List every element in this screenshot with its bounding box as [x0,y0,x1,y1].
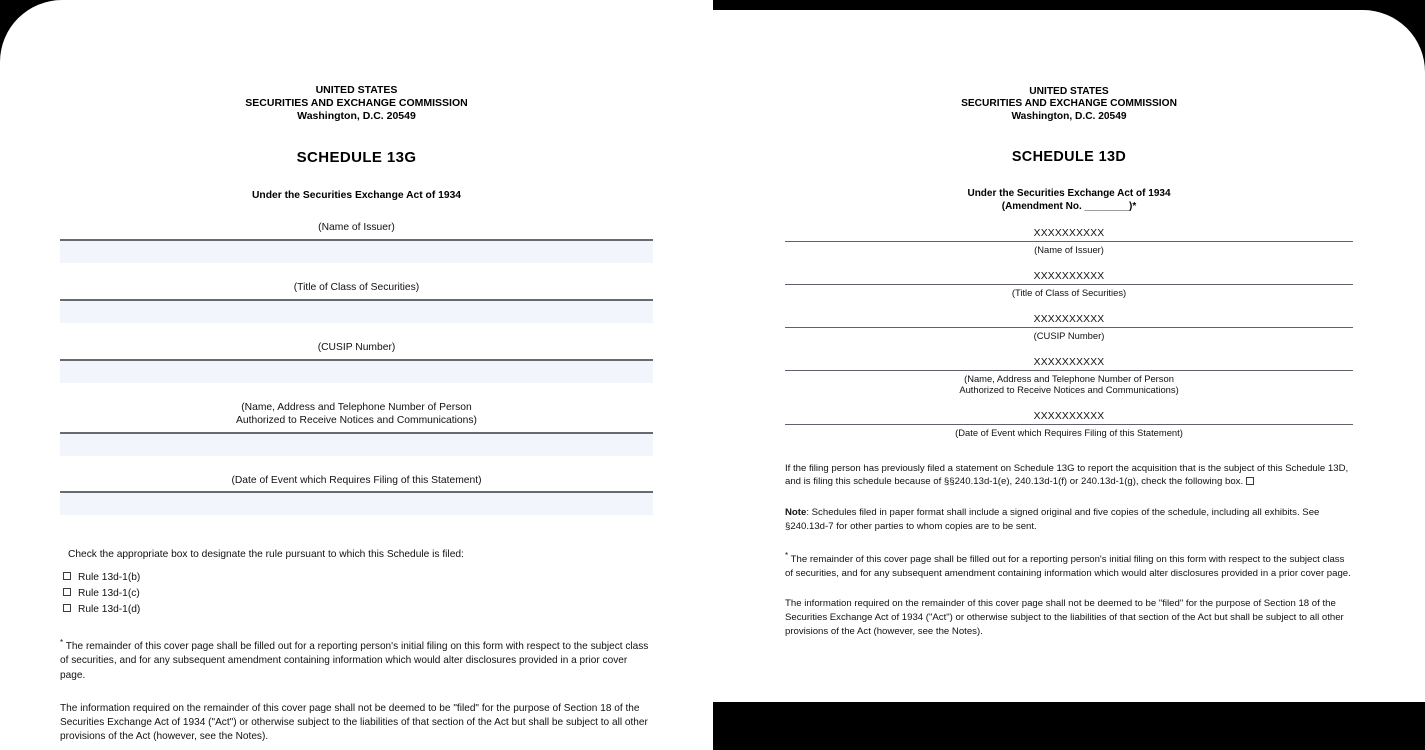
schedule-title: SCHEDULE 13G [296,149,417,167]
disclaimer-paragraph: The information required on the remainder of this cover page shall not be deemed to be "filed" for the purpose of Section 18 of the Securities Exchange Act of 1934 ("Act") or otherwise subject to the liabilities of that section of the Act but shall be subject to all other provisions of the Act (however, see the Notes). [785,598,1344,637]
field-title-of-class [60,282,653,323]
field-value-date-of-event[interactable]: XXXXXXXXXX [1033,411,1105,423]
field-label-line-1: (Name, Address and Telephone Number of Person [241,401,472,413]
agency-line-3: Washington, D.C. 20549 [297,109,416,122]
note-paragraph [785,506,1353,533]
checkbox-row-rule-13d-1-c[interactable] [63,586,653,602]
field-label: (Date of Event which Requires Filing of this Statement) [231,474,482,486]
field-authorized-person [785,357,1353,397]
agency-line-1: UNITED STATES [315,84,398,96]
field-input-name-of-issuer[interactable] [60,241,653,263]
field-input-authorized-person[interactable] [60,434,653,456]
amendment-number-line[interactable]: (Amendment No. ________)* [1001,200,1137,212]
document-page-schedule-13d[interactable] [713,10,1425,702]
field-name-of-issuer [785,228,1353,256]
field-label-line-2: Authorized to Receive Notices and Communications) [959,384,1179,396]
note-label: Note [785,507,807,519]
agency-line-1: UNITED STATES [1029,86,1109,97]
checkbox-icon-prior-13g[interactable] [1246,477,1254,485]
agency-line-2: SECURITIES AND EXCHANGE COMMISSION [245,96,468,109]
note-text: : Schedules filed in paper format shall include a signed original and five copies of the schedule, including all exhibits. See §240.13d-7 for other parties to whom copies are to be sent. [785,507,1320,532]
field-name-of-issuer [60,222,653,263]
field-label: (Title of Class of Securities) [293,282,420,294]
checkbox-group-intro: Check the appropriate box to designate the rule pursuant to which this Schedule is filed: [68,549,464,561]
checkbox-group [60,570,653,617]
field-value-cusip-number[interactable]: XXXXXXXXXX [1033,313,1105,325]
field-title-of-class [785,271,1353,299]
field-label: (CUSIP Number) [1033,329,1105,341]
field-label-line-1: (Name, Address and Telephone Number of Person [964,372,1174,384]
checkbox-icon[interactable] [63,604,71,612]
agency-line-3: Washington, D.C. 20549 [1011,110,1127,122]
footnote-text: The remainder of this cover page shall be filled out for a reporting person's initial filing on this form with respect to the subject class of securities, and for any subsequent amendment containing information which would alter disclosures provided in a prior cover page. [785,554,1351,579]
footnote-paragraph [60,637,653,683]
field-label-line-2: Authorized to Receive Notices and Communications) [236,414,477,426]
field-label [60,402,653,432]
field-input-cusip-number[interactable] [60,361,653,383]
field-input-date-of-event[interactable] [60,493,653,515]
checkbox-row-rule-13d-1-d[interactable] [63,602,653,618]
field-value-name-of-issuer[interactable]: XXXXXXXXXX [1033,228,1105,240]
field-date-of-event [785,411,1353,439]
footnote-paragraph [785,550,1353,580]
prior-13g-text: If the filing person has previously filed a statement on Schedule 13G to report the acquisition that is the subject of this Schedule 13D, and is filing this schedule because of §§240.13d-1(e), 240.13d-1(f) or 240.13d-1(g), check the following box. [785,462,1349,488]
field-label: (Name of Issuer) [1034,244,1104,256]
prior-13g-paragraph [785,462,1353,489]
agency-line-2: SECURITIES AND EXCHANGE COMMISSION [961,98,1177,110]
field-date-of-event [60,475,653,516]
field-label: (Title of Class of Securities) [1011,287,1127,299]
checkbox-label: Rule 13d-1(c) [78,588,140,600]
checkbox-label: Rule 13d-1(d) [78,604,141,616]
field-value-title-of-class[interactable]: XXXXXXXXXX [1033,271,1105,283]
field-label [785,371,1353,397]
agency-heading [60,84,653,122]
agency-heading [785,86,1353,123]
schedule-title: SCHEDULE 13D [1011,149,1127,166]
under-act-line-1: Under the Securities Exchange Act of 1934 [967,188,1171,200]
checkbox-icon[interactable] [63,588,71,596]
footnote-marker: * [60,637,64,647]
field-label: (CUSIP Number) [317,341,396,353]
under-act-heading [785,188,1353,213]
under-act-heading [60,190,653,203]
field-label: (Date of Event which Requires Filing of this Statement) [955,427,1183,439]
field-value-authorized-person[interactable]: XXXXXXXXXX [1033,356,1105,368]
disclaimer-paragraph: The information required on the remainder of this cover page shall not be deemed to be "filed" for the purpose of Section 18 of the Securities Exchange Act of 1934 ("Act") or otherwise subject to the liabilities of that section of the Act but shall be subject to all other provisions of the Act (however, see the Notes). [60,702,648,743]
field-cusip-number [60,342,653,383]
under-act-line-1: Under the Securities Exchange Act of 1934 [251,190,462,202]
checkbox-label: Rule 13d-1(b) [78,572,141,584]
footnote-marker: * [785,551,789,561]
footnote-text: The remainder of this cover page shall be filled out for a reporting person's initial filing on this form with respect to the subject class of securities, and for any subsequent amendment containing information which would alter disclosures provided in a prior cover page. [60,640,649,681]
field-label: (Name of Issuer) [318,222,395,234]
field-cusip-number [785,314,1353,342]
checkbox-icon[interactable] [63,572,71,580]
checkbox-row-rule-13d-1-b[interactable] [63,570,653,586]
field-input-title-of-class[interactable] [60,301,653,323]
field-authorized-person [60,402,653,456]
